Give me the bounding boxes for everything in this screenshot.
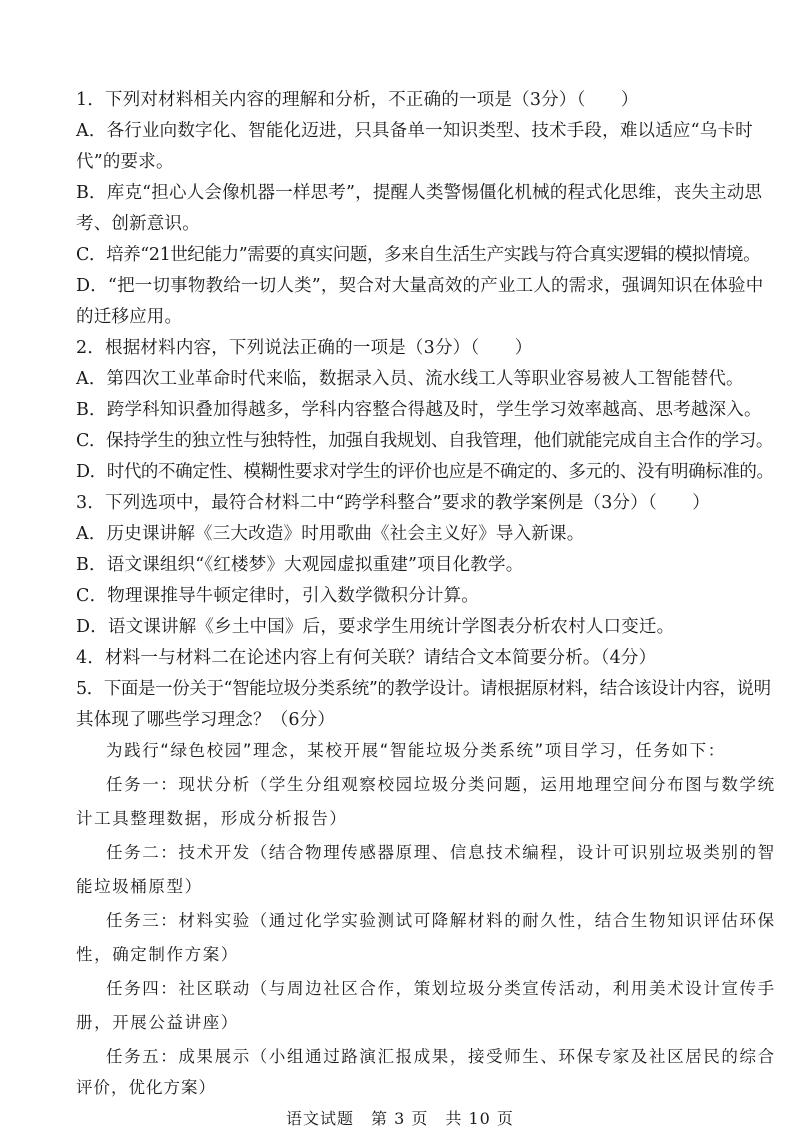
task-1-cont: 计工具整理数据，形成分析报告） [76, 809, 348, 828]
option-2b: B．跨学科知识叠加得越多，学科内容整合得越及时，学生学习效率越高、思考越深入。 [76, 400, 762, 420]
task-3: 任务三：材料实验（通过化学实验测试可降解材料的耐久性，结合生物知识评估环保 [106, 911, 776, 930]
task-5-cont: 评价，优化方案） [76, 1078, 216, 1097]
question-5-cont: 其体现了哪些学习理念？（6分） [76, 710, 336, 730]
design-intro: 为践行“绿色校园”理念，某校开展“智能垃圾分类系统”项目学习，任务如下： [106, 741, 726, 760]
option-3c: C．物理课推导牛顿定律时，引入数学微积分计算。 [76, 586, 479, 606]
question-2: 2．根据材料内容，下列说法正确的一项是（3分）（ ） [76, 338, 533, 358]
option-1b: B．库克“担心人会像机器一样思考”，提醒人类警惕僵化机械的程式化思维，丧失主动思 [76, 183, 763, 203]
option-3b: B．语文课组织“《红楼梦》大观园虚拟重建”项目化教学。 [76, 555, 524, 575]
option-1a-cont: 代”的要求。 [76, 152, 174, 172]
question-1: 1．下列对材料相关内容的理解和分析，不正确的一项是（3分）（ ） [76, 90, 639, 110]
task-3-cont: 性，确定制作方案） [76, 945, 239, 964]
task-4-cont: 册，开展公益讲座） [76, 1013, 239, 1032]
option-3a: A．历史课讲解《三大改造》时用歌曲《社会主义好》导入新课。 [76, 524, 585, 544]
question-3: 3．下列选项中，最符合材料二中“跨学科整合”要求的教学案例是（3分）（ ） [76, 493, 711, 513]
task-5: 任务五：成果展示（小组通过路演汇报成果，接受师生、环保专家及社区居民的综合 [106, 1047, 776, 1066]
task-2-cont: 能垃圾桶原型） [76, 877, 203, 896]
task-1: 任务一：现状分析（学生分组观察校园垃圾分类问题，运用地理空间分布图与数学统 [106, 775, 776, 794]
option-2c: C．保持学生的独立性与独特性，加强自我规划、自我管理，他们就能完成自主合作的学习。 [76, 431, 773, 451]
option-1d-cont: 的迁移应用。 [76, 307, 183, 327]
question-5: 5．下面是一份关于“智能垃圾分类系统”的教学设计。请根据原材料，结合该设计内容，说明 [76, 679, 771, 699]
option-1d: D．“把一切事物教给一切人类”，契合对大量高效的产业工人的需求，强调知识在体验中 [76, 276, 764, 296]
task-4: 任务四：社区联动（与周边社区合作，策划垃圾分类宣传活动，利用美术设计宣传手 [106, 979, 776, 998]
option-1a: A．各行业向数字化、智能化迈进，只具备单一知识类型、技术手段，难以适应“乌卡时 [76, 121, 753, 141]
page-footer: 语文试题 第 3 页 共 10 页 [286, 1109, 514, 1128]
question-4: 4．材料一与材料二在论述内容上有何关联？请结合文本简要分析。（4分） [76, 648, 657, 668]
option-3d: D．语文课讲解《乡土中国》后，要求学生用统计学图表分析农村人口变迁。 [76, 617, 675, 637]
option-2a: A．第四次工业革命时代来临，数据录入员、流水线工人等职业容易被人工智能替代。 [76, 369, 744, 389]
option-1b-cont: 考、创新意识。 [76, 214, 200, 234]
option-2d: D．时代的不确定性、模糊性要求对学生的评价也应是不确定的、多元的、没有明确标准的。 [76, 462, 774, 482]
task-2: 任务二：技术开发（结合物理传感器原理、信息技术编程，设计可识别垃圾类别的智 [106, 843, 776, 862]
option-1c: C．培养“21世纪能力”需要的真实问题，多来自生活生产实践与符合真实逻辑的模拟情境。 [76, 245, 761, 265]
